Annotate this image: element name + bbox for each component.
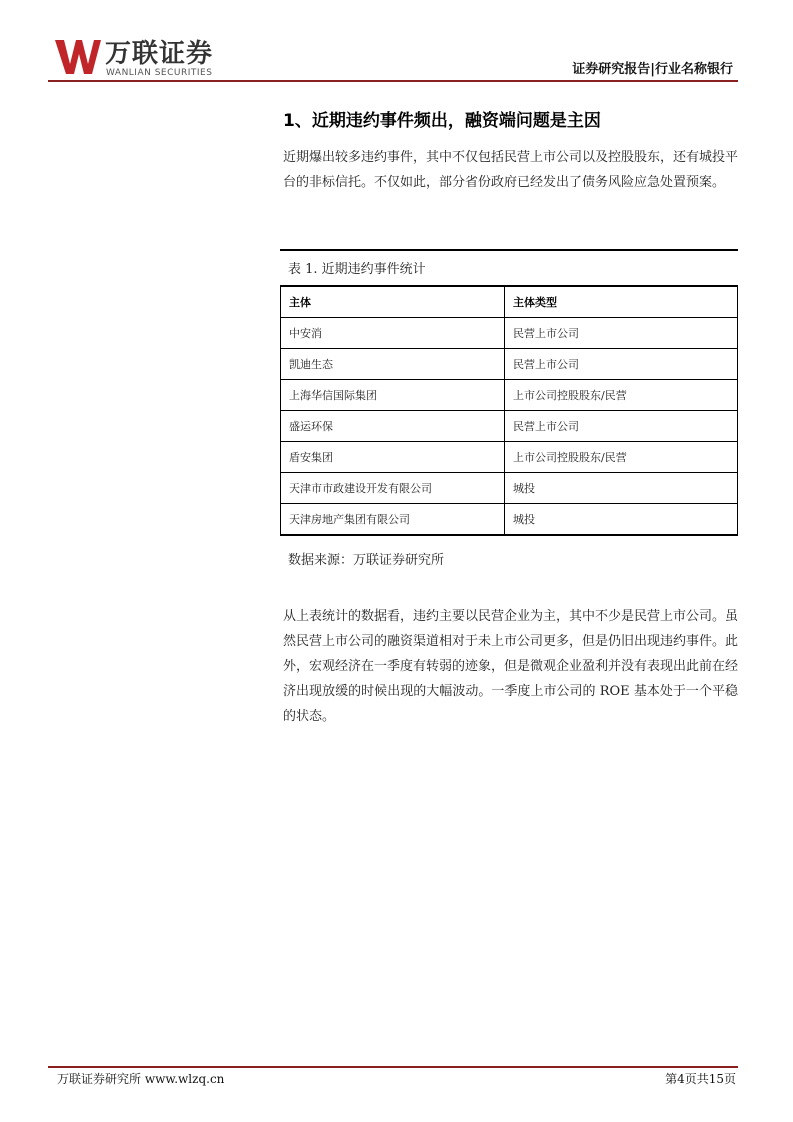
page-number: 第4页共15页 [665,1072,736,1086]
logo-w-icon [55,38,101,76]
cell-entity: 盛运环保 [281,411,505,442]
default-events-table [280,285,738,536]
footer-divider [48,1066,738,1068]
cell-entity-type: 上市公司控股股东/民营 [505,442,738,473]
cell-entity: 凯迪生态 [281,349,505,380]
table-header-row [281,286,738,318]
table-row [281,349,738,380]
cell-entity: 上海华信国际集团 [281,380,505,411]
table-row [281,504,738,536]
footer-institute-website: 万联证券研究所 www.wlzq.cn [57,1072,225,1086]
cell-entity-type: 民营上市公司 [505,318,738,349]
table-row [281,411,738,442]
section-title: 1、近期违约事件频出，融资端问题是主因 [283,111,601,131]
table-row [281,380,738,411]
analysis-paragraph: 从上表统计的数据看，违约主要以民营企业为主，其中不少是民营上市公司。虽然民营上市公司的融资渠道相对于未上市公司更多，但是仍旧出现违约事件。此外，宏观经济在一季度有转弱的迹象，但是微观企业盈利并没有表现出此前在经济出现放缓的时候出现的大幅波动。一季度上市公司的 ROE 基本处于一个平稳的状态。 [283,609,739,724]
cell-entity: 天津市市政建设开发有限公司 [281,473,505,504]
report-type-label: 证券研究报告|行业名称银行 [572,62,733,77]
table-top-rule [280,249,738,251]
table-row [281,442,738,473]
table-source-note: 数据来源：万联证券研究所 [288,553,445,568]
cell-entity-type: 民营上市公司 [505,411,738,442]
header-cell-entity-type: 主体类型 [505,286,738,318]
header-divider [48,80,738,82]
cell-entity-type: 城投 [505,473,738,504]
header-cell-entity: 主体 [281,286,505,318]
table-caption: 表 1. 近期违约事件统计 [288,262,426,277]
cell-entity: 盾安集团 [281,442,505,473]
table-row [281,473,738,504]
cell-entity-type: 上市公司控股股东/民营 [505,380,738,411]
cell-entity-type: 城投 [505,504,738,536]
intro-paragraph: 近期爆出较多违约事件，其中不仅包括民营上市公司以及控股股东，还有城投平台的非标信托。不仅如此，部分省份政府已经发出了债务风险应急处置预案。 [283,150,739,190]
cell-entity-type: 民营上市公司 [505,349,738,380]
company-logo [55,38,225,78]
cell-entity: 中安消 [281,318,505,349]
logo-english-text: WANLIAN SECURITIES [106,68,213,78]
cell-entity: 天津房地产集团有限公司 [281,504,505,536]
logo-chinese-text: 万联证券 [105,39,214,69]
table-row [281,318,738,349]
